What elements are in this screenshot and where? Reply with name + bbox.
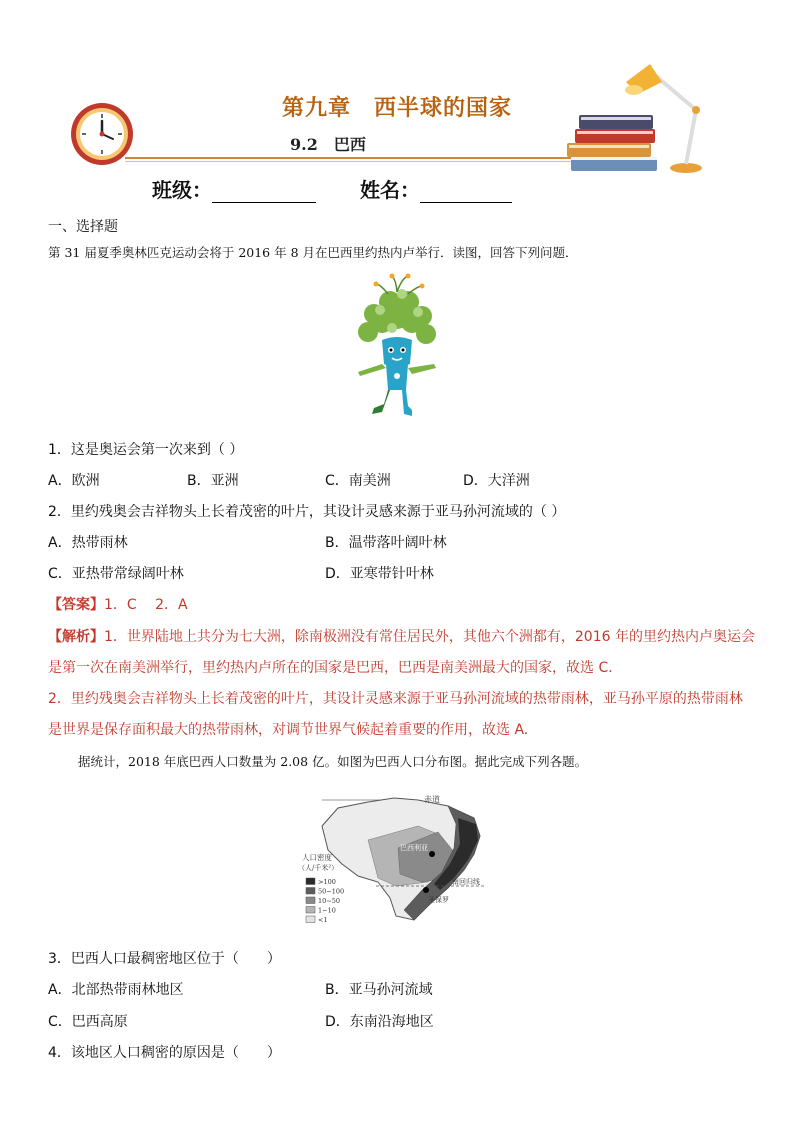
section-title: 9.2 巴西 <box>290 135 366 154</box>
name-blank[interactable] <box>420 184 512 203</box>
legend-swatch <box>306 916 315 923</box>
q2-option-d[interactable]: D．亚寒带针叶林 <box>325 566 434 582</box>
q3-option-b[interactable]: B．亚马孙河流域 <box>325 982 433 998</box>
answer-tag: 【答案】 <box>48 597 104 613</box>
name-field <box>360 174 512 203</box>
q1-option-a[interactable]: A．欧洲 <box>48 473 100 489</box>
q3-stem: 3．巴西人口最稠密地区位于（ ） <box>48 951 281 967</box>
saopaulo-label: 圣保罗 <box>428 896 449 904</box>
name-label: 姓名： <box>360 178 420 202</box>
section2-intro: 据统计，2018 年底巴西人口数量为 2.08 亿。如图为巴西人口分布图。据此完成下列各题。 <box>78 754 588 769</box>
brasilia-dot <box>429 851 435 857</box>
analysis-tag: 【解析】 <box>48 629 104 645</box>
q3-option-c[interactable]: C．巴西高原 <box>48 1014 128 1030</box>
section-heading: 一、选择题 <box>48 219 118 235</box>
analysis-line-4: 是世界是保存面积最大的热带雨林，对调节世界气候起着重要的作用，故选 A. <box>48 722 529 738</box>
analysis-text-1: 1．世界陆地上共分为七大洲，除南极洲没有常住居民外，其他六个洲都有，2016 年的里约热内卢奥运会 <box>104 629 755 645</box>
q2-option-a[interactable]: A．热带雨林 <box>48 535 128 551</box>
legend-label: 10~50 <box>318 897 340 905</box>
legend-swatch <box>306 907 315 914</box>
q1-option-c[interactable]: C．南美洲 <box>325 473 391 489</box>
class-label: 班级： <box>152 178 212 202</box>
legend-swatch <box>306 888 315 895</box>
analysis-line-2: 是第一次在南美洲举行，里约热内卢所在的国家是巴西，巴西是南美洲最大的国家，故选 C. <box>48 660 613 676</box>
mascot-image <box>352 272 442 420</box>
tropic-label: 南回归线 <box>452 878 480 886</box>
chapter-title: 第九章 西半球的国家 <box>281 95 512 121</box>
analysis-line-1 <box>48 628 755 646</box>
q3-option-a[interactable]: A．北部热带雨林地区 <box>48 982 184 998</box>
intro-text: 第 31 届夏季奥林匹克运动会将于 2016 年 8 月在巴西里约热内卢举行．读图，回答下列问题． <box>48 245 578 260</box>
q1-option-b[interactable]: B．亚洲 <box>187 473 239 489</box>
analysis-line-3: 2．里约残奥会吉祥物头上长着茂密的叶片，其设计灵感来源于亚马孙河流域的热带雨林，亚马孙平原的热带雨林 <box>48 691 743 707</box>
q1-option-d[interactable]: D．大洋洲 <box>463 473 530 489</box>
legend-label: >100 <box>318 878 336 886</box>
brazil-population-map <box>298 778 498 928</box>
saopaulo-dot <box>423 887 429 893</box>
legend-unit: （人/千米²） <box>298 864 339 872</box>
answer-line <box>48 596 188 614</box>
class-field <box>152 174 316 203</box>
answer-text: 1．C 2．A <box>104 597 188 613</box>
legend-label: 50~100 <box>318 887 345 896</box>
legend-label: 1~10 <box>318 906 336 915</box>
header-divider <box>125 157 575 159</box>
q2-option-c[interactable]: C．亚热带常绿阔叶林 <box>48 566 184 582</box>
q3-option-d[interactable]: D．东南沿海地区 <box>325 1014 434 1030</box>
legend-swatch <box>306 878 315 885</box>
legend-title: 人口密度 <box>302 853 332 862</box>
q1-stem: 1．这是奥运会第一次来到（ ） <box>48 442 244 458</box>
legend-label: <1 <box>318 916 328 924</box>
q2-option-b[interactable]: B．温带落叶阔叶林 <box>325 535 447 551</box>
q4-stem: 4．该地区人口稠密的原因是（ ） <box>48 1045 281 1061</box>
header-divider-thin <box>125 161 575 162</box>
brasilia-label: 巴西利亚 <box>400 844 428 852</box>
q2-stem: 2．里约残奥会吉祥物头上长着茂密的叶片，其设计灵感来源于亚马孙河流域的（ ） <box>48 504 566 520</box>
equator-label: 赤道 <box>424 795 440 804</box>
class-blank[interactable] <box>212 184 316 203</box>
legend-swatch <box>306 897 315 904</box>
